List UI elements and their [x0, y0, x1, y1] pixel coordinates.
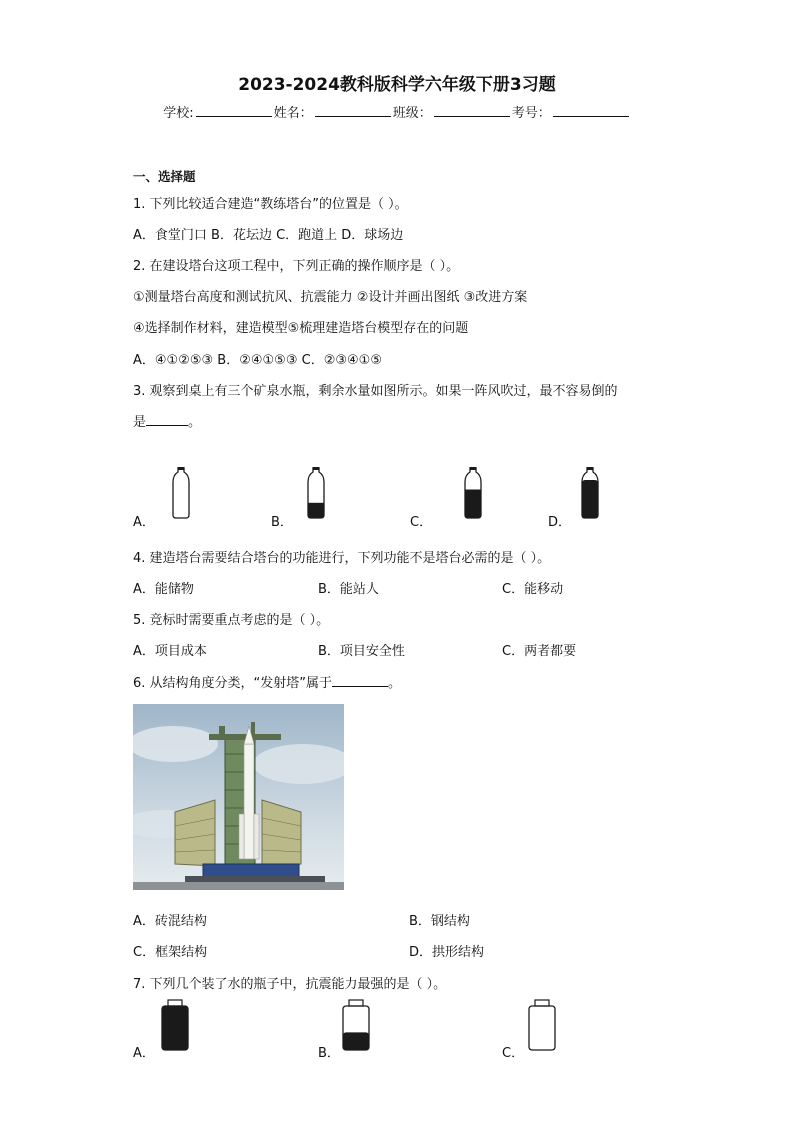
q6-stem-suffix: 。	[388, 676, 402, 691]
section-title: 一、选择题	[133, 169, 196, 184]
q4-option-b: B．能站人	[318, 582, 379, 597]
name-blank[interactable]	[315, 104, 391, 117]
student-info-row	[0, 102, 794, 121]
q3-bottle-c	[463, 466, 483, 520]
water-fill	[343, 1032, 369, 1050]
q2-line1: ①测量塔台高度和测试抗风、抗震能力 ②设计并画出图纸 ③改进方案	[133, 290, 528, 305]
q3-bottle-b	[306, 466, 326, 520]
jar-outline	[529, 1006, 555, 1050]
q3-stem-line2	[133, 411, 201, 430]
bottle-cap	[587, 467, 594, 470]
q2-line2: ④选择制作材料，建造模型⑤梳理建造塔台模型存在的问题	[133, 321, 469, 336]
q7-bottle-c	[527, 998, 557, 1052]
q7-option-b-label: B．	[318, 1046, 340, 1061]
jar-cap	[535, 1000, 549, 1006]
water-fill	[465, 490, 481, 519]
q5-option-c: C．两者都要	[502, 644, 577, 659]
water-fill	[308, 503, 324, 518]
water-fill	[582, 480, 598, 518]
q3-stem-suffix: 。	[188, 415, 202, 430]
q7-stem: 7. 下列几个装了水的瓶子中，抗震能力最强的是（ ）。	[133, 977, 447, 992]
q7-option-a-label: A．	[133, 1046, 155, 1061]
bottle-cap	[178, 467, 185, 470]
q6-stem	[133, 672, 401, 691]
name-label: 姓名：	[273, 106, 313, 121]
q6-answer-blank[interactable]	[332, 675, 388, 687]
q6-option-d: D．拱形结构	[409, 945, 485, 960]
q3-option-d-label: D．	[548, 515, 572, 530]
q4-option-a: A．能储物	[133, 582, 194, 597]
launch-tower-photo	[133, 704, 344, 890]
school-blank[interactable]	[196, 104, 272, 117]
q3-option-a-label: A．	[133, 515, 155, 530]
q7-bottle-b	[341, 998, 371, 1052]
q3-bottle-a	[171, 466, 191, 520]
q2-options: A．④①②⑤③ B．②④①⑤③ C．②③④①⑤	[133, 353, 382, 368]
q2-stem: 2. 在建设塔台这项工程中，下列正确的操作顺序是（ ）。	[133, 259, 460, 274]
q7-bottle-a	[160, 998, 190, 1052]
q5-option-b: B．项目安全性	[318, 644, 405, 659]
jar-cap	[349, 1000, 363, 1006]
class-blank[interactable]	[434, 104, 510, 117]
q4-option-c: C．能移动	[502, 582, 564, 597]
launch-tower-illustration	[133, 704, 344, 890]
jar-cap	[168, 1000, 182, 1006]
exam-no-blank[interactable]	[553, 104, 629, 117]
q6-option-b: B．钢结构	[409, 914, 470, 929]
q5-stem: 5. 竞标时需要重点考虑的是（ ）。	[133, 613, 330, 628]
exam-no-label: 考号：	[511, 106, 551, 121]
q3-stem-line1: 3. 观察到桌上有三个矿泉水瓶，剩余水量如图所示。如果一阵风吹过，最不容易倒的	[133, 384, 618, 399]
q4-stem: 4. 建造塔台需要结合塔台的功能进行，下列功能不是塔台必需的是（ ）。	[133, 551, 551, 566]
q5-option-a: A．项目成本	[133, 644, 207, 659]
q3-option-b-label: B．	[271, 515, 293, 530]
q6-stem-prefix: 6. 从结构角度分类，“发射塔”属于	[133, 676, 333, 691]
q1-options: A．食堂门口 B．花坛边 C．跑道上 D．球场边	[133, 228, 404, 243]
q3-answer-blank[interactable]	[146, 414, 188, 426]
q3-stem-prefix: 是	[133, 415, 147, 430]
q3-bottle-d	[580, 466, 600, 520]
bottle-cap	[470, 467, 477, 470]
class-label: 班级：	[392, 106, 432, 121]
bottle-outline	[173, 468, 189, 518]
q6-option-c: C．框架结构	[133, 945, 208, 960]
bottle-cap	[313, 467, 320, 470]
page-title: 2023-2024教科版科学六年级下册3习题	[238, 75, 556, 95]
water-fill	[162, 1006, 188, 1050]
q7-option-c-label: C．	[502, 1046, 525, 1061]
school-label: 学校:	[163, 106, 194, 121]
q1-stem: 1. 下列比较适合建造“教练塔台”的位置是（ ）。	[133, 197, 408, 212]
q6-option-a: A．砖混结构	[133, 914, 207, 929]
q3-option-c-label: C．	[410, 515, 433, 530]
